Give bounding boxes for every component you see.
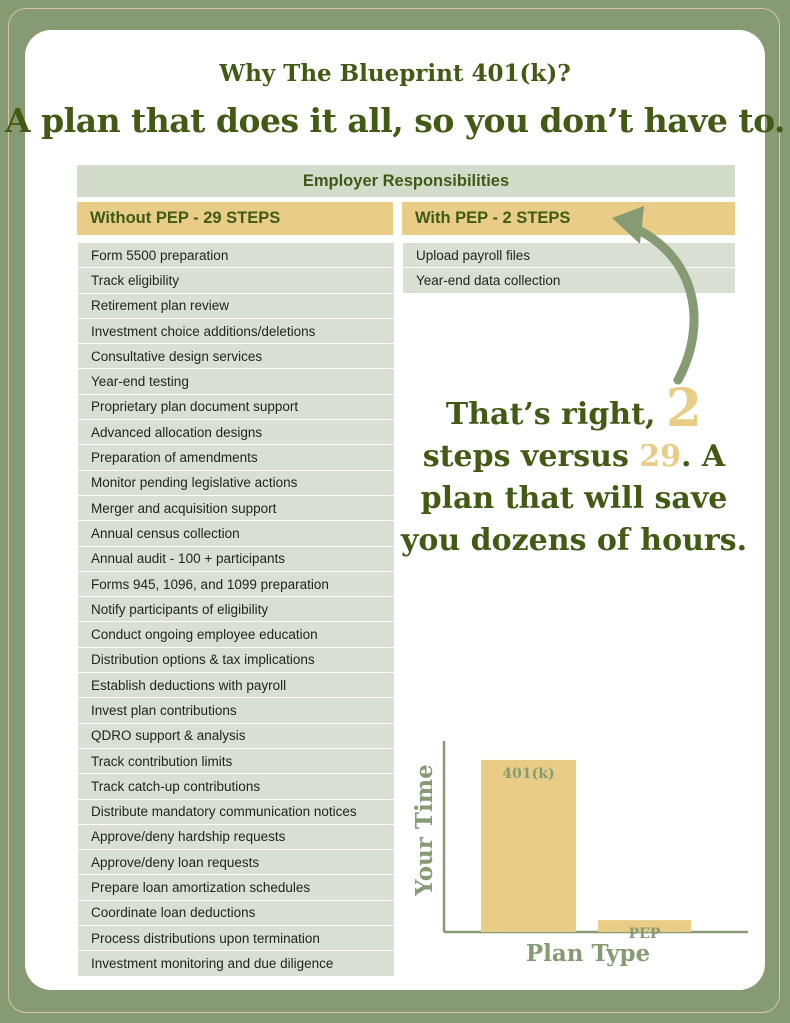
list-item: Approve/deny hardship requests: [78, 825, 394, 849]
list-item: Prepare loan amortization schedules: [78, 875, 394, 899]
bar-label-1: PEP: [628, 926, 661, 943]
list-item: Year-end data collection: [403, 268, 735, 292]
list-item: Coordinate loan deductions: [78, 901, 394, 925]
list-item: Forms 945, 1096, and 1099 preparation: [78, 572, 394, 596]
list-item: Process distributions upon termination: [78, 926, 394, 950]
list-item: Distribute mandatory communication notices: [78, 800, 394, 824]
list-item: Advanced allocation designs: [78, 420, 394, 444]
list-item: Establish deductions with payroll: [78, 673, 394, 697]
list-item: Upload payroll files: [403, 243, 735, 267]
list-item: Monitor pending legislative actions: [78, 471, 394, 495]
list-item: Investment monitoring and due diligence: [78, 951, 394, 975]
list-item: Track eligibility: [78, 268, 394, 292]
page-subtitle: Why The Blueprint 401(k)?: [219, 60, 571, 87]
y-axis-label: Your Time: [411, 764, 438, 896]
callout-part-3: . A plan that will save you dozens of hours.: [400, 439, 748, 558]
callout-part-1: That’s right,: [445, 397, 666, 432]
callout-big-number: 2: [665, 378, 703, 439]
callout-number-29: 29: [639, 439, 682, 474]
list-item: QDRO support & analysis: [78, 724, 394, 748]
list-item: Distribution options & tax implications: [78, 648, 394, 672]
list-item: Preparation of amendments: [78, 445, 394, 469]
curved-arrow-icon: [600, 200, 710, 390]
list-item: Invest plan contributions: [78, 698, 394, 722]
responsibilities-title: Employer Responsibilities: [77, 165, 735, 197]
without-pep-header: Without PEP - 29 STEPS: [77, 202, 393, 235]
time-comparison-chart: [398, 735, 758, 975]
list-item: Form 5500 preparation: [78, 243, 394, 267]
list-item: Investment choice additions/deletions: [78, 319, 394, 343]
with-pep-header: With PEP - 2 STEPS: [402, 202, 735, 235]
bar-0: [481, 760, 576, 932]
list-item: Merger and acquisition support: [78, 496, 394, 520]
list-item: Annual audit - 100 + participants: [78, 547, 394, 571]
list-item: Approve/deny loan requests: [78, 850, 394, 874]
bar-label-0: 401(k): [502, 765, 555, 782]
list-item: Conduct ongoing employee education: [78, 622, 394, 646]
x-axis-label: Plan Type: [525, 940, 651, 967]
list-item: Year-end testing: [78, 369, 394, 393]
callout-part-2: steps versus: [422, 439, 640, 474]
list-item: Consultative design services: [78, 344, 394, 368]
list-item: Proprietary plan document support: [78, 395, 394, 419]
callout-text: [398, 378, 750, 562]
list-item: Track catch-up contributions: [78, 774, 394, 798]
list-item: Track contribution limits: [78, 749, 394, 773]
list-item: Retirement plan review: [78, 294, 394, 318]
page-headline: A plan that does it all, so you don’t have to.: [4, 101, 785, 140]
without-pep-list: [78, 243, 394, 977]
list-item: Notify participants of eligibility: [78, 597, 394, 621]
list-item: Annual census collection: [78, 521, 394, 545]
